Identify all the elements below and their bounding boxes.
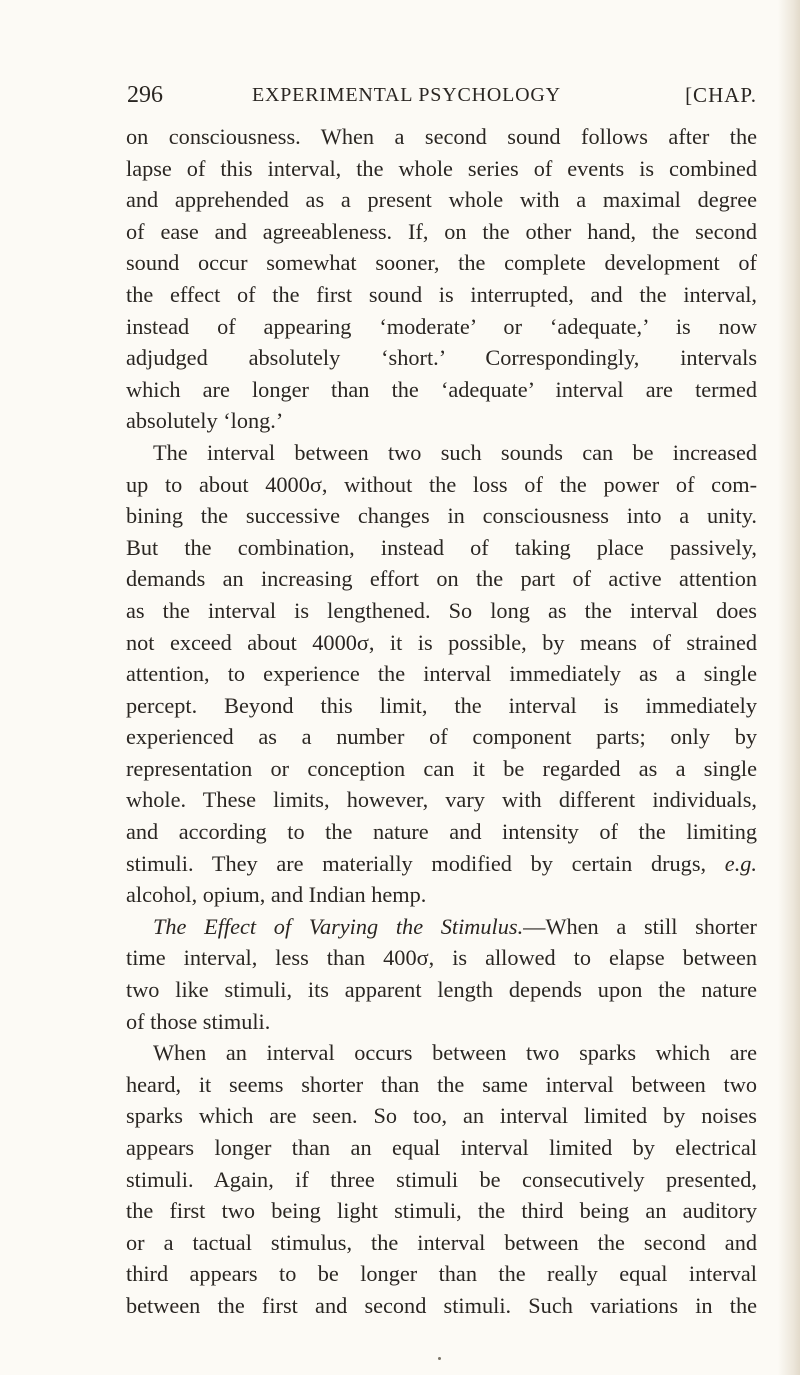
text-line: But the combination, instead of taking place passively, [126, 534, 757, 560]
text-line: adjudged absolutely ‘short.’ Correspondingly, intervals [126, 345, 757, 371]
text-line: of those stimuli. [126, 1008, 271, 1034]
text-line: The interval between two such sounds can be increased [153, 439, 757, 465]
text-line: percept. Beyond this limit, the interval is immediately [126, 692, 757, 718]
text-line: and apprehended as a present whole with a maximal degree [126, 187, 757, 213]
text-line: the first two being light stimuli, the third being an auditory [126, 1198, 757, 1224]
text-line: time interval, less than 400σ, is allowed to elapse between [126, 945, 757, 971]
text-line: representation or conception can it be regarded as a single [126, 755, 757, 781]
page-edge-shadow [778, 0, 800, 1375]
text-line: experienced as a number of component parts; only by [126, 724, 757, 750]
text-line: up to about 4000σ, without the loss of the power of com- [126, 471, 757, 497]
text-line: appears longer than an equal interval limited by electrical [126, 1135, 757, 1160]
body-text [126, 121, 757, 1322]
section-heading: The Effect of Varying the Stimulus. [153, 913, 524, 939]
text-line: of ease and agreeableness. If, on the other hand, the second [126, 218, 757, 244]
text-line: attention, to experience the interval immediately as a single [126, 661, 757, 687]
text-line: third appears to be longer than the really equal interval [126, 1261, 757, 1287]
signature-mark [438, 1357, 441, 1360]
text-line: bining the successive changes in consciousness into a unity. [126, 503, 757, 529]
text-line: whole. These limits, however, vary with different individuals, [126, 787, 757, 813]
running-head [127, 78, 757, 112]
text-line: which are longer than the ‘adequate’ interval are termed [126, 376, 757, 402]
running-head-chapter: [CHAP. [685, 83, 757, 107]
text-line: The Effect of Varying the Stimulus.—When a still shorter [153, 913, 757, 939]
text-line: the effect of the first sound is interrupted, and the interval, [126, 281, 757, 307]
text-line: and according to the nature and intensity of the limiting [126, 819, 757, 845]
text-line: lapse of this interval, the whole series of events is combined [126, 155, 757, 181]
text-line: heard, it seems shorter than the same interval between two [126, 1071, 757, 1097]
page-number: 296 [127, 82, 163, 108]
text-line: two like stimuli, its apparent length depends upon the nature [126, 977, 757, 1003]
text-line: sparks which are seen. So too, an interval limited by noises [126, 1103, 757, 1129]
text-line: When an interval occurs between two sparks which are [153, 1040, 757, 1066]
text-line: absolutely ‘long.’ [126, 408, 284, 434]
text-line: instead of appearing ‘moderate’ or ‘adequate,’ is now [126, 313, 757, 339]
running-head-title: EXPERIMENTAL PSYCHOLOGY [252, 84, 561, 106]
text-line: stimuli. They are materially modified by certain drugs, e.g. [126, 850, 757, 876]
text-line: on consciousness. When a second sound follows after the [126, 124, 757, 149]
text-line: as the interval is lengthened. So long as the interval does [126, 597, 757, 623]
text-line: not exceed about 4000σ, it is possible, by means of strained [126, 629, 757, 655]
text-line: stimuli. Again, if three stimuli be consecutively presented, [126, 1166, 757, 1192]
text-line: or a tactual stimulus, the interval between the second and [126, 1229, 757, 1255]
text-line: demands an increasing effort on the part of active attention [126, 566, 757, 592]
text-line: alcohol, opium, and Indian hemp. [126, 882, 427, 908]
text-line: between the first and second stimuli. Such variations in the [126, 1292, 757, 1318]
text-line: sound occur somewhat sooner, the complete development of [126, 250, 757, 276]
